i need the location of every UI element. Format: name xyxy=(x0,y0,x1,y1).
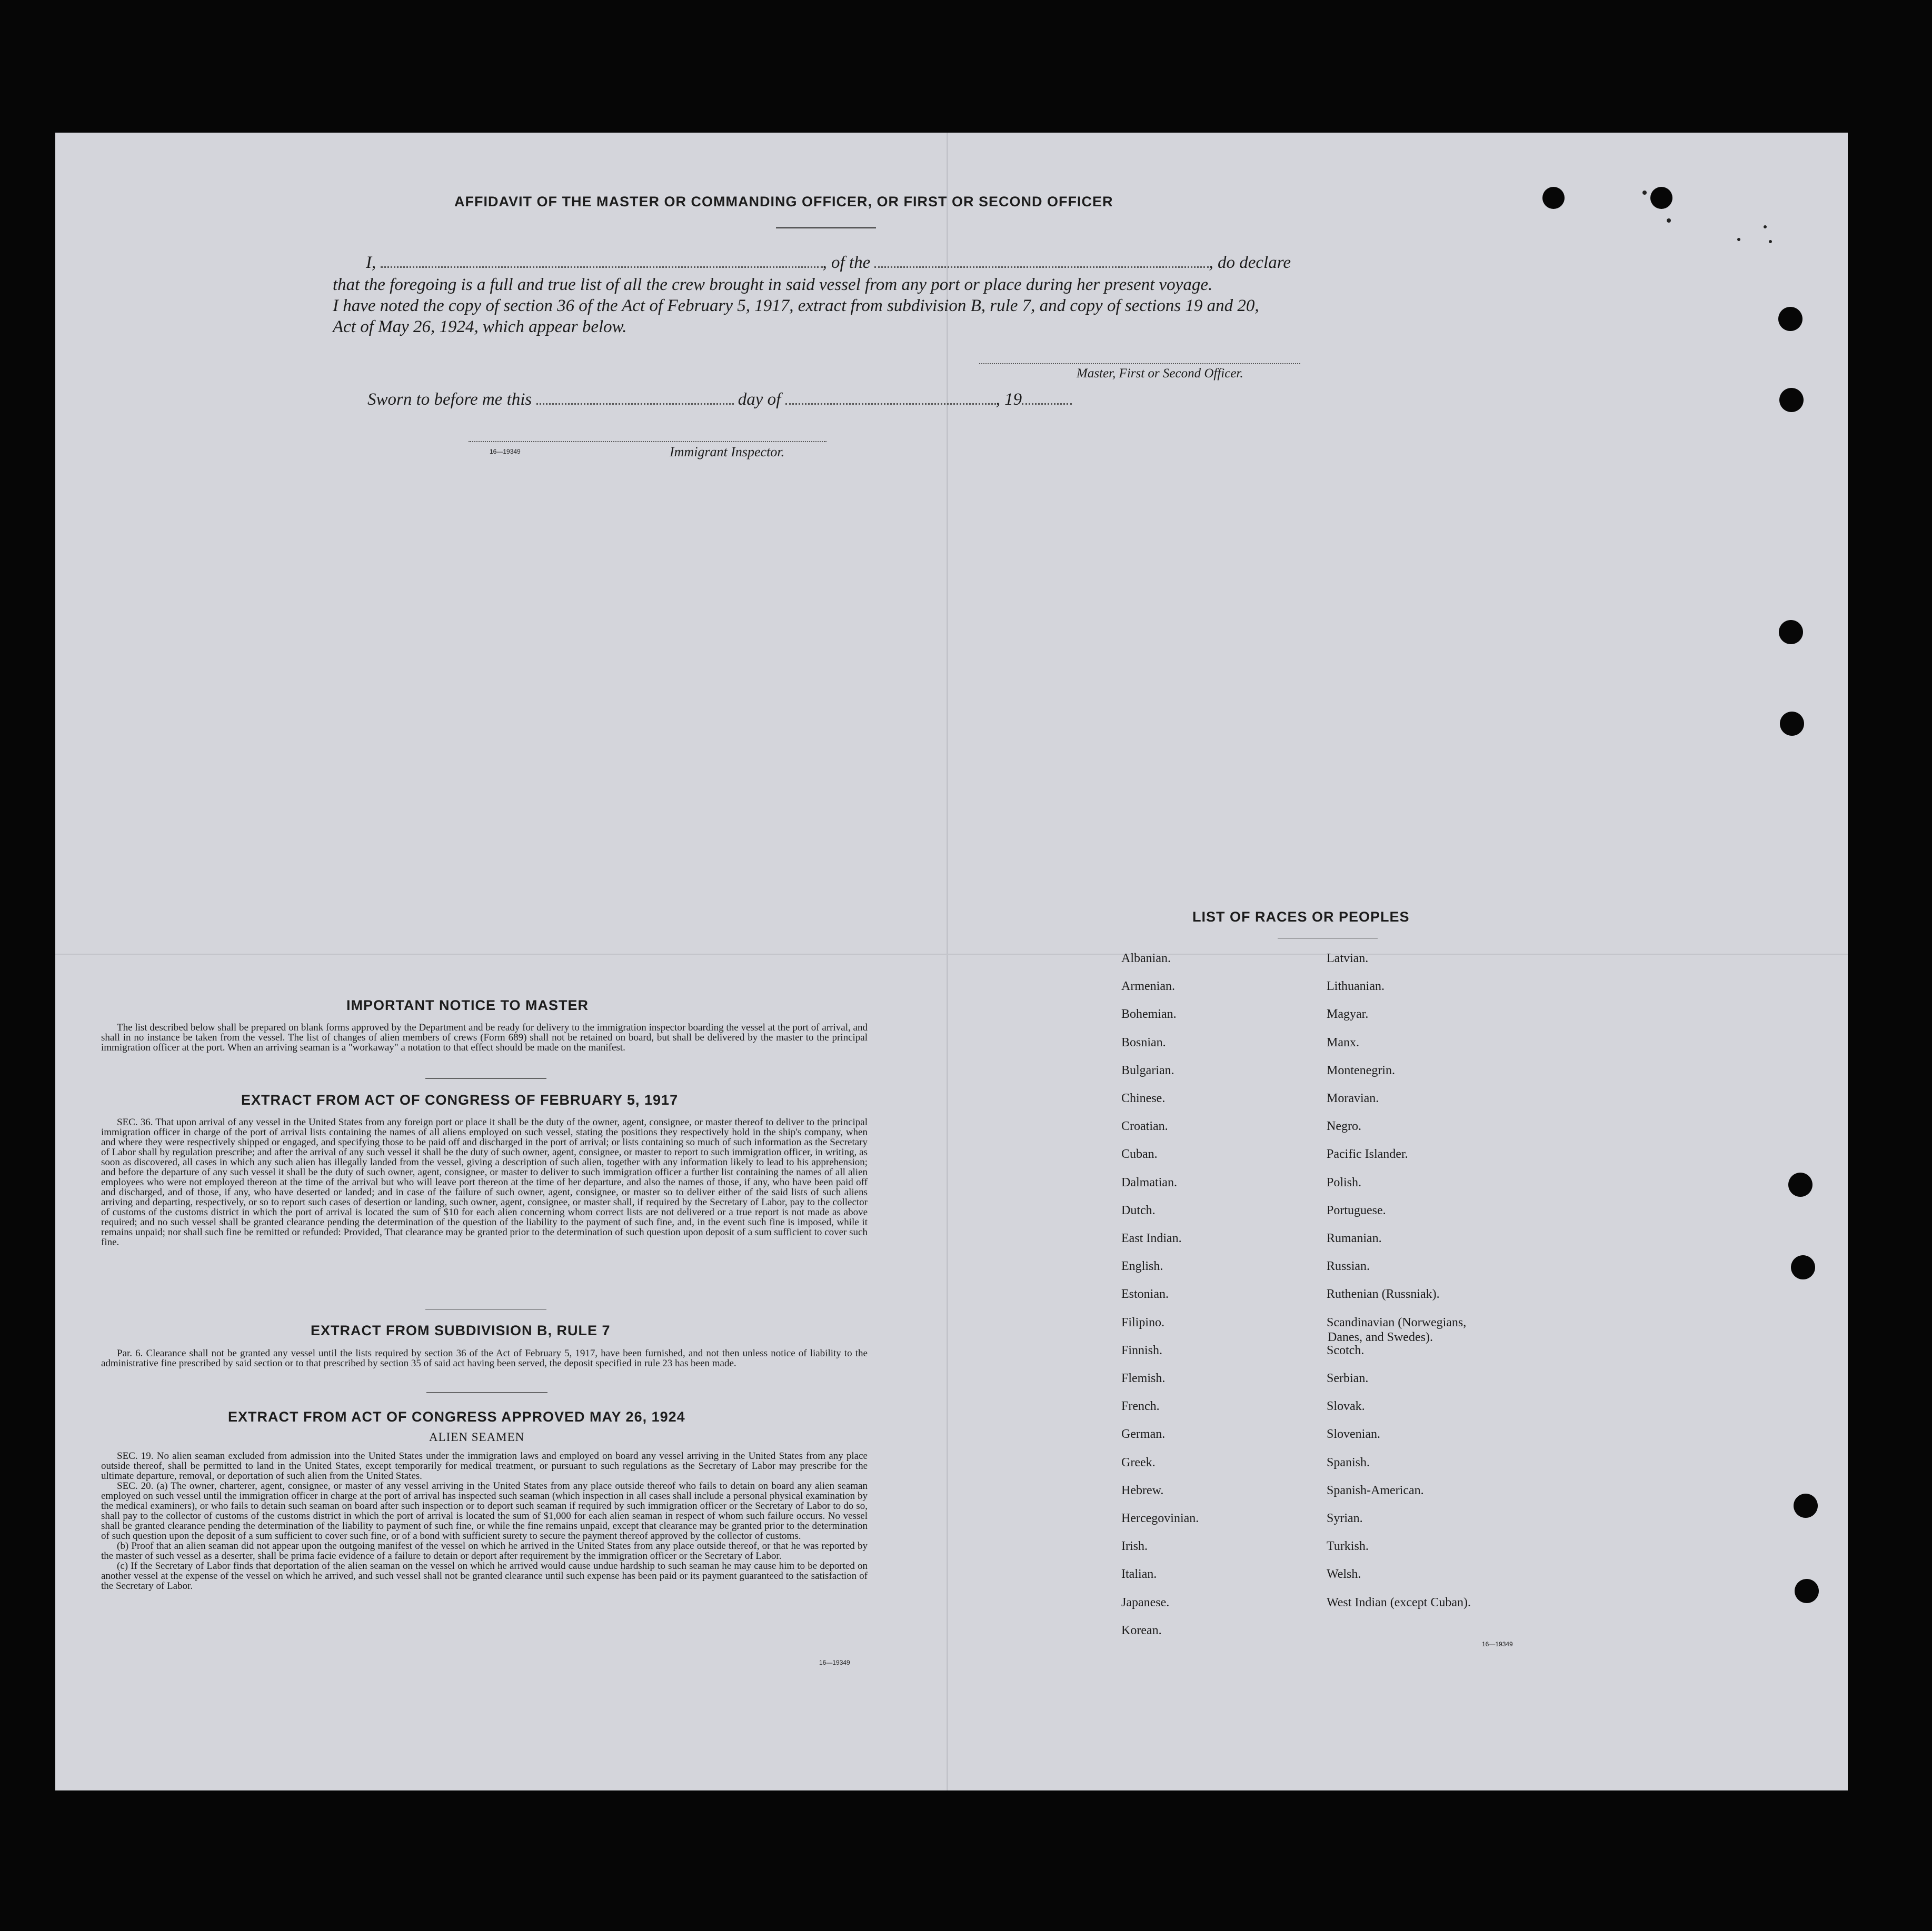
section-divider xyxy=(426,1392,547,1393)
affidavit-line-1 xyxy=(366,252,1329,274)
race-item: French. xyxy=(1121,1399,1160,1414)
punch-hole xyxy=(1780,712,1804,736)
year-label: , 19 xyxy=(995,390,1022,409)
of-the-label: , of the xyxy=(822,253,871,272)
sec20b-paragraph: (b) Proof that an alien seaman did not appear upon the outgoing manifest of the vessel on which he arrived in the United States from any place outside thereof, or that he was reported by the master of such vessel as a deserter, shall be prima facie evidence of a failure to detain or deport after requirement by the immigration officer or the Secretary of Labor. xyxy=(101,1540,868,1562)
vessel-blank xyxy=(874,263,1209,268)
ink-speck xyxy=(1769,240,1772,243)
ink-speck xyxy=(1764,225,1767,228)
notice-text xyxy=(101,1023,868,1053)
extract3-text xyxy=(101,1451,868,1591)
ink-speck xyxy=(1667,218,1671,223)
affidavit-title: AFFIDAVIT OF THE MASTER OR COMMANDING OFFICER, OR FIRST OR SECOND OFFICER xyxy=(454,194,1113,209)
ink-speck xyxy=(1737,238,1740,241)
punch-hole xyxy=(1779,620,1803,644)
sec20a-paragraph: SEC. 20. (a) The owner, charterer, agent, consignee, or master of any vessel arriving in the United States from any place outside thereof who fails to detain on board any alien seaman employed on such vessel until the immigration officer in charge at the port of arrival has inspected such seaman (which inspection in all cases shall include a personal physical examination by the medical examiners), or who fails to detain such seaman on board after such inspection or to deport such seaman if required by such immigration officer or the Secretary of Labor to do so, shall pay to the collector of customs of the customs district in which the port of arrival is located the sum of $1,000 for each alien seaman in respect of whom such failure occurs. No vessel shall be granted clearance pending the determination of the liability to payment of such fine, or while the fine remains unpaid, except that clearance may be granted prior to the determination of such question upon the deposit of a sum sufficient to cover such fine, or of a bond with sufficient surety to secure the payment thereof approved by the collector of customs. xyxy=(101,1480,868,1542)
race-item: Russian. xyxy=(1327,1259,1370,1274)
race-item: Moravian. xyxy=(1327,1092,1379,1105)
races-form-number: 16—19349 xyxy=(1482,1640,1513,1648)
race-item: Pacific Islander. xyxy=(1327,1147,1408,1162)
punch-hole xyxy=(1795,1579,1819,1603)
name-blank xyxy=(381,263,823,268)
race-item: West Indian (except Cuban). xyxy=(1327,1595,1471,1609)
extract3-title: EXTRACT FROM ACT OF CONGRESS APPROVED MAY 26, 1924 xyxy=(228,1409,685,1425)
race-item: Ruthenian (Russniak). xyxy=(1327,1287,1440,1302)
punch-hole xyxy=(1794,1494,1818,1518)
race-item: Cuban. xyxy=(1121,1147,1158,1162)
extract1-title: EXTRACT FROM ACT OF CONGRESS OF FEBRUARY 5, 1917 xyxy=(241,1092,679,1108)
race-item: Negro. xyxy=(1327,1119,1361,1134)
race-item: Croatian. xyxy=(1121,1119,1168,1134)
punch-hole xyxy=(1779,388,1804,412)
race-item: Welsh. xyxy=(1327,1567,1361,1582)
extract-form-number: 16—19349 xyxy=(819,1659,850,1666)
race-item: Latvian. xyxy=(1327,952,1369,965)
race-item: Estonian. xyxy=(1121,1287,1169,1302)
race-item: Hercegovinian. xyxy=(1121,1512,1199,1525)
notice-title: IMPORTANT NOTICE TO MASTER xyxy=(346,997,589,1013)
race-item: Scandinavian (Norwegians, xyxy=(1327,1315,1467,1329)
punch-hole xyxy=(1542,187,1565,209)
race-item: Spanish. xyxy=(1327,1455,1370,1469)
extract1-text xyxy=(101,1117,868,1247)
race-item: Dutch. xyxy=(1121,1203,1156,1217)
inspector-signature-line xyxy=(469,441,826,442)
race-item: Syrian. xyxy=(1327,1512,1363,1525)
sworn-line xyxy=(367,388,1072,411)
vertical-fold-line xyxy=(947,133,948,1790)
race-item: Serbian. xyxy=(1327,1372,1369,1385)
section-divider xyxy=(425,1078,546,1079)
race-item: Irish. xyxy=(1121,1539,1148,1554)
race-item: Filipino. xyxy=(1121,1315,1165,1329)
race-item: Armenian. xyxy=(1121,979,1175,994)
race-item: Scotch. xyxy=(1327,1343,1365,1357)
race-item: Spanish-American. xyxy=(1327,1483,1424,1497)
race-item: Greek. xyxy=(1121,1455,1156,1469)
race-item: Montenegrin. xyxy=(1327,1063,1395,1077)
race-item: Korean. xyxy=(1121,1623,1162,1637)
sec20c-paragraph: (c) If the Secretary of Labor finds that deportation of the alien seaman on the vessel on which he arrived would cause undue hardship to such seaman he may cause him to be deported on another vessel at the expense of the vessel on which he arrived, and such vessel shall not be granted clearance until such expense has been paid or its payment guaranteed to the satisfaction of the Secretary of Labor. xyxy=(101,1560,868,1592)
race-item: Bosnian. xyxy=(1121,1035,1166,1049)
do-declare-label: , do declare xyxy=(1209,253,1291,272)
horizontal-fold-line xyxy=(55,954,1848,955)
alien-seamen-subtitle: ALIEN SEAMEN xyxy=(429,1430,525,1444)
race-item: Hebrew. xyxy=(1121,1483,1164,1497)
race-item: Slovak. xyxy=(1327,1399,1365,1414)
race-item: English. xyxy=(1121,1259,1163,1274)
race-item: Dalmatian. xyxy=(1121,1175,1177,1189)
race-item: Japanese. xyxy=(1121,1595,1170,1609)
race-item: Albanian. xyxy=(1121,952,1171,965)
race-item: Slovenian. xyxy=(1327,1427,1380,1442)
extract2-title: EXTRACT FROM SUBDIVISION B, RULE 7 xyxy=(311,1323,611,1338)
race-item: German. xyxy=(1121,1427,1166,1442)
master-signature-line xyxy=(979,363,1300,364)
race-item: Lithuanian. xyxy=(1327,979,1385,994)
race-item: Portuguese. xyxy=(1327,1203,1386,1217)
affidavit-line-2: that the foregoing is a full and true list of all the crew brought in said vessel from any port or place during her present voyage. xyxy=(333,275,1213,294)
race-item: East Indian. xyxy=(1121,1232,1182,1245)
punch-hole xyxy=(1778,307,1802,331)
race-item: Bohemian. xyxy=(1121,1007,1177,1022)
race-item: Chinese. xyxy=(1121,1092,1166,1105)
sworn-label: Sworn to before me this xyxy=(367,390,532,409)
notice-paragraph: The list described below shall be prepared on blank forms approved by the Department and be ready for delivery to the immigration inspector boarding the vessel at the port of arrival, and shall in no instance be taken from the vessel. The list of changes of alien members of crews (Form 689) shall not be retained on board, but shall be delivered by the master to the principal immigration officer at the port. When an arriving seaman is a "workaway" a notation to that effect should be made on the manifest. xyxy=(101,1022,868,1053)
day-blank xyxy=(536,400,734,405)
sec36-paragraph: SEC. 36. That upon arrival of any vessel in the United States from any foreign port or place it shall be the duty of the owner, agent, consignee, or master thereof to deliver to the principal immigration officer in charge of the port of arrival lists containing the names of all aliens employed on such vessel, stating the positions they respectively hold in the ship's company, when and where they were respectively shipped or engaged, and specifying those to be paid off and discharged in the port of arrival; or lists containing so much of such information as the Secretary of Labor shall by regulation prescribe; and after the arrival of any such vessel it shall be the duty of such owner, agent, consignee, or master to report to such immigration officer, in writing, as soon as discovered, all cases in which any such alien has illegally landed from the vessel, giving a description of such alien, together with any information likely to lead to his apprehension; and before the departure of any such vessel it shall be the duty of such owner, agent, consignee, or master to deliver to such immigration officer a further list containing the names of all alien employees who were not employed thereon at the time of the arrival but who will leave port thereon at the time of her departure, and also the names of those, if any, who have been paid off and discharged, and of those, if any, who have deserted or landed; and in case of the failure of such owner, agent, consignee, or master so to deliver either of the said lists of such aliens arriving and departing, respectively, or so to report such cases of desertion or landing, such owner, agent, consignee, or master shall, if required by the Secretary of Labor, pay to the collector of customs of the customs district in which the port of arrival is located the sum of $10 for each alien concerning whom correct lists are not delivered or a true report is not made as above required; and no such vessel shall be granted clearance pending the determination of the question of the liability to the payment of such fine, and, in the event such fine is imposed, while it remains unpaid; nor shall such fine be remitted or refunded: Provided, That clearance may be granted prior to the determination of such question upon deposit of a sum sufficient to cover such fine. xyxy=(101,1117,868,1248)
title-underline xyxy=(776,227,876,228)
extract2-text xyxy=(101,1348,868,1368)
race-item: Turkish. xyxy=(1327,1539,1369,1554)
affidavit-line-3: I have noted the copy of section 36 of the Act of February 5, 1917, extract from subdivision B, rule 7, and copy of sections 19 and 20, xyxy=(333,296,1259,315)
month-blank xyxy=(785,400,996,405)
race-item: Rumanian. xyxy=(1327,1232,1382,1245)
race-item: Polish. xyxy=(1327,1175,1362,1189)
affidavit-line-4: Act of May 26, 1924, which appear below. xyxy=(333,317,627,336)
race-item: Manx. xyxy=(1327,1035,1359,1049)
affidavit-i: I, xyxy=(366,253,376,272)
race-item: Italian. xyxy=(1121,1567,1157,1582)
race-item: Magyar. xyxy=(1327,1007,1369,1022)
race-item: Flemish. xyxy=(1121,1372,1166,1385)
rule7-paragraph: Par. 6. Clearance shall not be granted any vessel until the lists required by section 36 of the Act of February 5, 1917, have been furnished, and not then unless notice of liability to the administrative fine prescribed by said section or to that prescribed by section 35 of said act having been served, the deposit specified in rule 23 has been made. xyxy=(101,1348,868,1369)
race-item: Danes, and Swedes). xyxy=(1328,1330,1433,1344)
punch-hole xyxy=(1791,1255,1815,1279)
day-of-label: day of xyxy=(738,390,781,409)
inspector-caption: Immigrant Inspector. xyxy=(670,444,785,459)
punch-hole xyxy=(1650,187,1672,209)
punch-hole xyxy=(1788,1173,1813,1197)
year-blank xyxy=(1022,400,1072,405)
races-title: LIST OF RACES OR PEOPLES xyxy=(1192,909,1410,925)
sec19-paragraph: SEC. 19. No alien seaman excluded from admission into the United States under the immigration laws and employed on board any vessel arriving in the United States from any place outside thereof, shall be permitted to land in the United States, except temporarily for medical treatment, or pursuant to such regulations as the Secretary of Labor may prescribe for the ultimate departure, removal, or deportation of such alien from the United States. xyxy=(101,1450,868,1482)
affidavit-form-number: 16—19349 xyxy=(490,448,521,455)
master-caption: Master, First or Second Officer. xyxy=(1077,366,1243,381)
race-item: Bulgarian. xyxy=(1121,1063,1174,1077)
ink-speck xyxy=(1642,191,1647,195)
race-item: Finnish. xyxy=(1121,1343,1163,1357)
